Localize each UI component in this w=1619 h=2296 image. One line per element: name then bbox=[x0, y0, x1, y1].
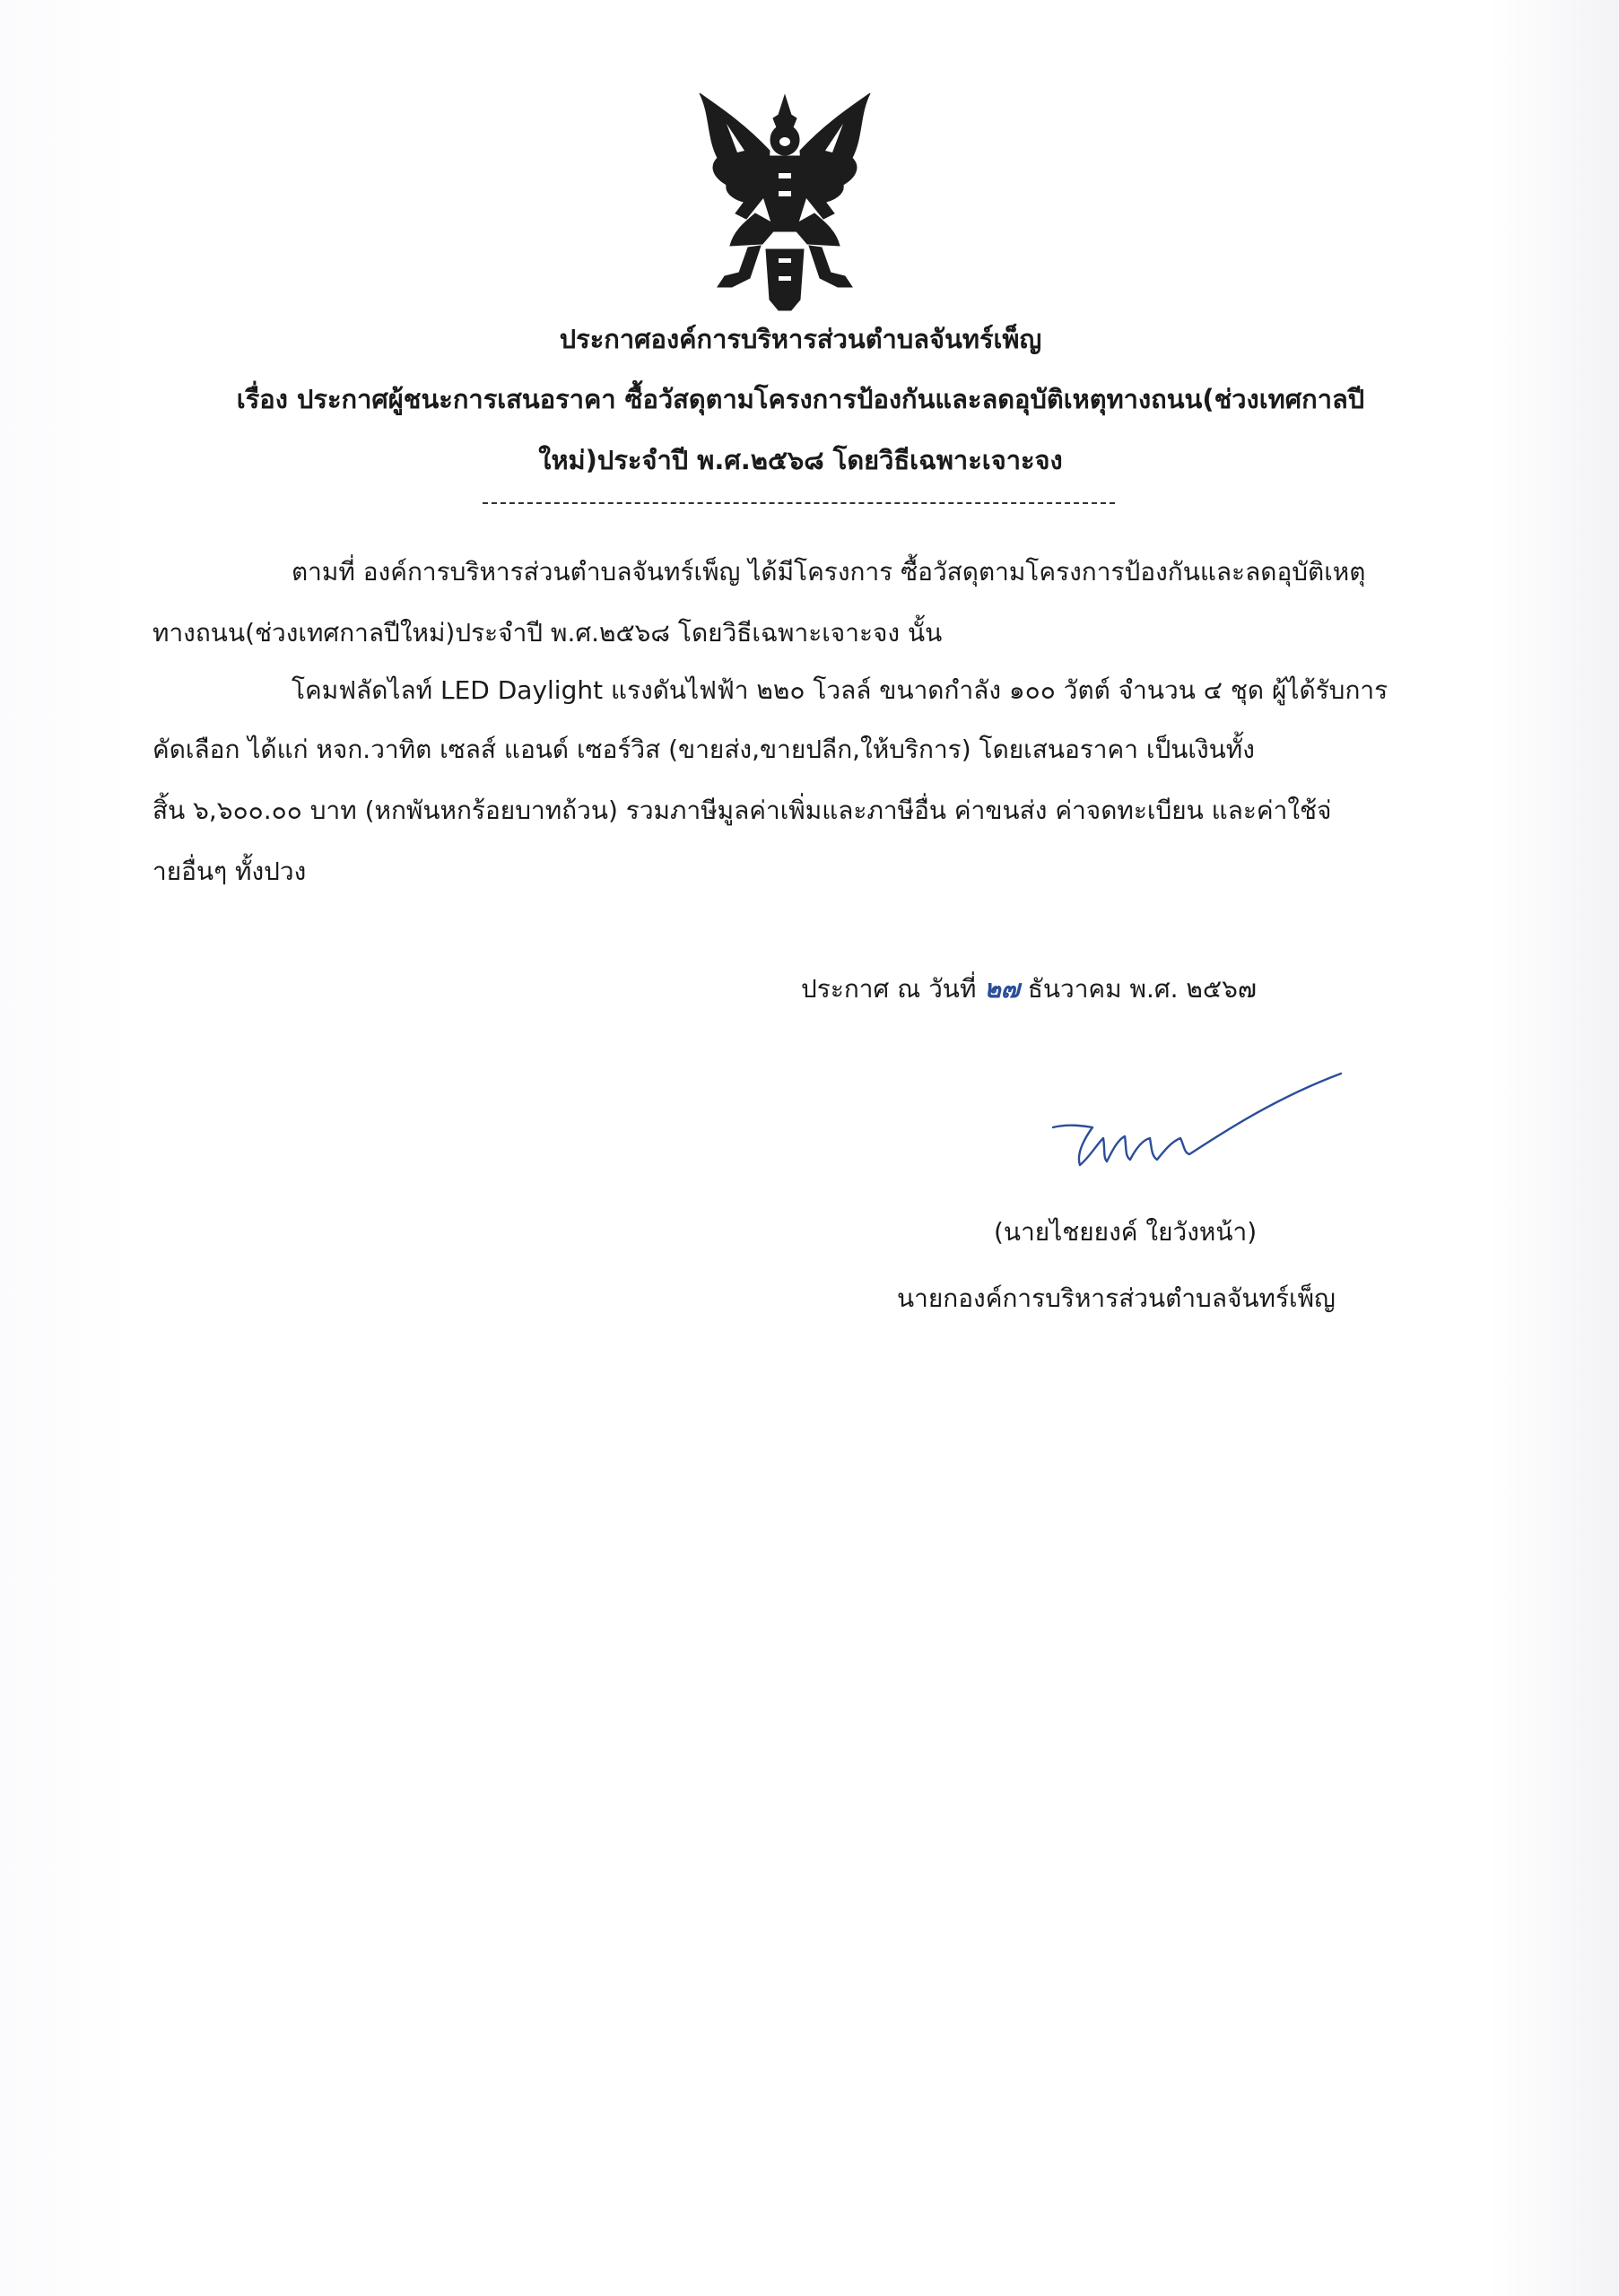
handwritten-signature bbox=[1049, 1072, 1345, 1179]
announcement-subject-line-2: ใหม่)ประจำปี พ.ศ.๒๕๖๘ โดยวิธีเฉพาะเจาะจง bbox=[538, 445, 1063, 475]
signatory-name: (นายไชยยงค์ ใยวังหน้า) bbox=[994, 1217, 1258, 1247]
garuda-emblem-icon bbox=[691, 88, 879, 317]
signatory-position: นายกองค์การบริหารส่วนตำบลจันทร์เพ็ญ bbox=[897, 1283, 1336, 1313]
announcement-subject-line-1: เรื่อง ประกาศผู้ชนะการเสนอราคา ซื้อวัสดุตามโครงการป้องกันและลดอุบัติเหตุทางถนน(ช่วงเทศกาลปี bbox=[236, 384, 1365, 414]
announcement-title: ประกาศองค์การบริหารส่วนตำบลจันทร์เพ็ญ bbox=[559, 324, 1042, 354]
date-day-handwritten: ๒๗ bbox=[984, 974, 1020, 1004]
paragraph-2-line-3: สิ้น ๖,๖๐๐.๐๐ บาท (หกพันหกร้อยบาทถ้วน) รวมภาษีมูลค่าเพิ่มและภาษีอื่น ค่าขนส่ง ค่าจดทะเบียน และค่าใช้จ่ bbox=[152, 796, 1332, 825]
announcement-date bbox=[801, 971, 1257, 1007]
date-prefix: ประกาศ ณ วันที่ bbox=[801, 974, 977, 1004]
paragraph-2-line-4: ายอื่นๆ ทั้งปวง bbox=[152, 857, 307, 886]
date-month-year: ธันวาคม พ.ศ. ๒๕๖๗ bbox=[1027, 974, 1257, 1004]
paragraph-1-line-2: ทางถนน(ช่วงเทศกาลปีใหม่)ประจำปี พ.ศ.๒๕๖๘ โดยวิธีเฉพาะเจาะจง นั้น bbox=[152, 618, 943, 648]
paragraph-2-line-1: โคมฟลัดไลท์ LED Daylight แรงดันไฟฟ้า ๒๒๐ โวลล์ ขนาดกำลัง ๑๐๐ วัตต์ จำนวน ๔ ชุด ผู้ได้รับการ bbox=[292, 675, 1388, 705]
dashed-divider bbox=[483, 502, 1115, 504]
paragraph-1-line-1: ตามที่ องค์การบริหารส่วนตำบลจันทร์เพ็ญ ได้มีโครงการ ซื้อวัสดุตามโครงการป้องกันและลดอุบัติเหตุ bbox=[292, 557, 1366, 587]
paragraph-2-line-2: คัดเลือก ได้แก่ หจก.วาทิต เซลส์ แอนด์ เซอร์วิส (ขายส่ง,ขายปลีก,ให้บริการ) โดยเสนอราคา เป็นเงินทั้ง bbox=[152, 735, 1255, 764]
